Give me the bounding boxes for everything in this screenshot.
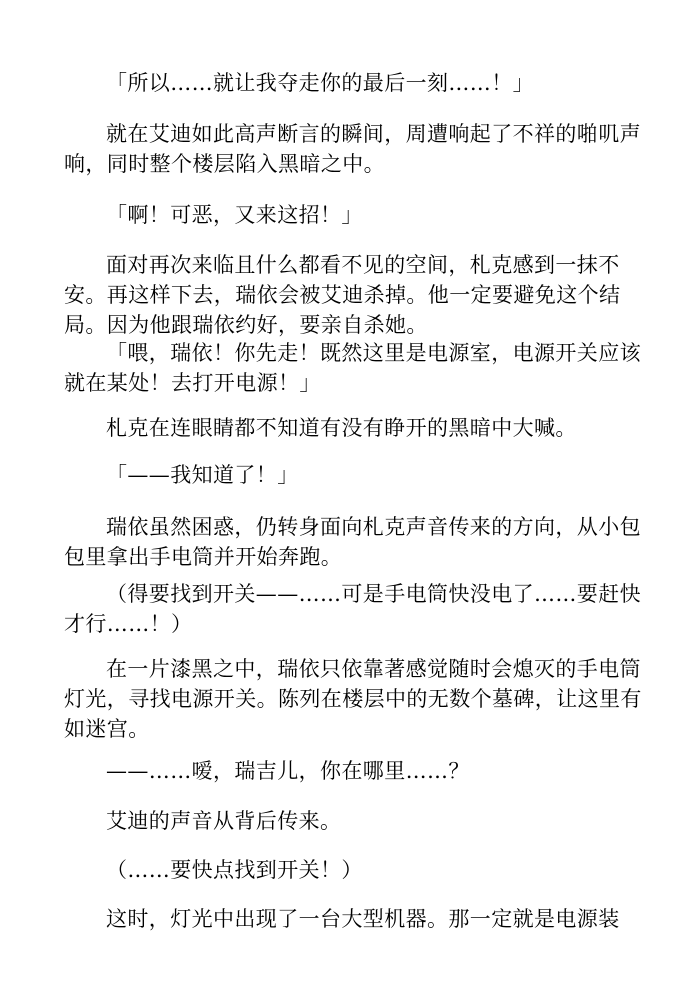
paragraph-10: 在一片漆黑之中，瑞依只依靠著感觉随时会熄灭的手电筒灯光，寻找电源开关。陈列在楼层中的无数个墓碑，让这里有如迷宫。 (64, 657, 642, 741)
paragraph-7: 「——我知道了！」 (106, 463, 299, 487)
paragraph-2: 就在艾迪如此高声断言的瞬间，周遭响起了不祥的啪叽声响，同时整个楼层陷入黑暗之中。 (64, 122, 641, 176)
paragraph-4: 面对再次来临且什么都看不见的空间，札克感到一抹不安。再这样下去，瑞依会被艾迪杀掉。他一定要避免这个结局。因为他跟瑞依约好，要亲自杀她。 (64, 253, 621, 337)
paragraph-11: ——……嗳，瑞吉儿，你在哪里……？ (106, 759, 470, 783)
paragraph-13: （……要快点找到开关！） (106, 858, 363, 882)
paragraph-1: 「所以……就让我夺走你的最后一刻……！」 (106, 71, 534, 95)
paragraph-8: 瑞依虽然困惑，仍转身面向札克声音传来的方向，从小包包里拿出手电筒并开始奔跑。 (64, 515, 641, 569)
paragraph-3: 「啊！可恶，又来这招！」 (106, 203, 363, 227)
paragraph-12: 艾迪的声音从背后传来。 (106, 809, 342, 833)
paragraph-6: 札克在连眼睛都不知道有没有睁开的黑暗中大喊。 (106, 416, 577, 440)
paragraph-9: （得要找到开关——……可是手电筒快没电了……要赶快才行……！） (64, 582, 641, 636)
paragraph-14: 这时，灯光中出现了一台大型机器。那一定就是电源装 (106, 907, 620, 931)
paragraph-5: 「喂，瑞依！你先走！既然这里是电源室，电源开关应该就在某处！去打开电源！」 (64, 341, 641, 395)
